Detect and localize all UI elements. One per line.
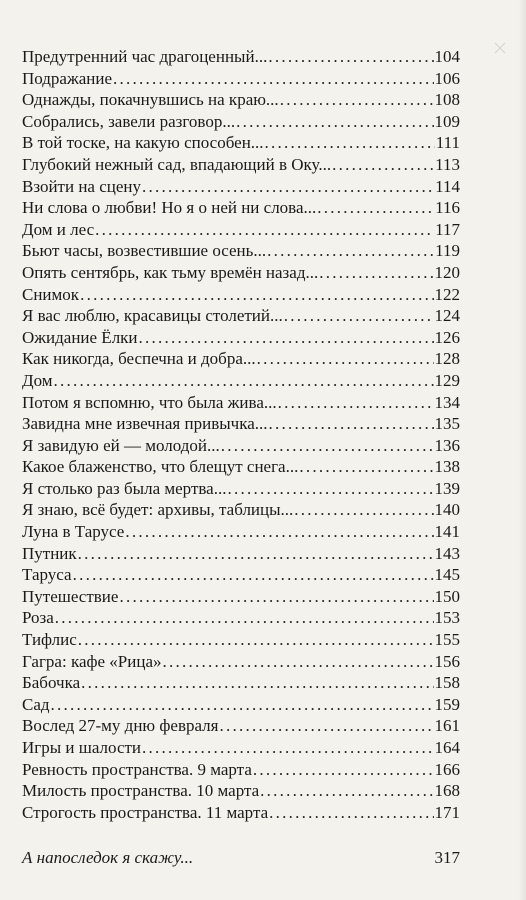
toc-entry-title: Глубокий нежный сад, впадающий в Оку... [22,154,332,174]
toc-entry-page: 161 [434,716,460,736]
toc-dot-leader [95,219,434,241]
toc-entry-page: 111 [435,133,460,153]
toc-entry-page: 116 [435,198,460,218]
toc-entry-page: 128 [434,349,460,369]
toc-entry-title: Ожидание Ёлки [22,327,138,347]
binding-mark-icon [492,40,508,56]
toc-entry-title: Ни слова о любви! Но я о ней ни слова... [22,198,317,218]
toc-entry [22,176,460,198]
toc-dot-leader [78,629,434,651]
toc-entry [22,154,460,176]
toc-dot-leader [332,154,434,176]
toc-entry-title: Дом и лес [22,219,95,239]
toc-entry-page: 117 [435,219,460,239]
toc-dot-leader [54,370,434,392]
toc-dot-leader [257,348,434,370]
toc-dot-leader [269,802,433,824]
toc-dot-leader [269,413,434,435]
toc-entry-page: 155 [434,630,460,650]
page-edge-shadow [518,0,526,900]
toc-entry-page: 104 [434,47,460,66]
toc-entry-page: 135 [434,414,460,434]
toc-entry [22,348,460,370]
toc-entry [22,478,460,500]
toc-dot-leader [221,435,434,457]
toc-entry-page: 140 [434,500,460,520]
table-of-contents [22,46,460,823]
toc-dot-leader [119,586,433,608]
toc-entry-page: 145 [434,565,460,585]
toc-dot-leader [284,305,434,327]
toc-dot-leader [319,262,433,284]
toc-dot-leader [142,737,433,759]
toc-entry [22,89,460,111]
toc-entry [22,413,460,435]
toc-entry-page: 153 [434,608,460,628]
page-footer [22,848,460,868]
toc-entry-title: Завидна мне извечная привычка... [22,414,268,434]
toc-dot-leader [139,327,434,349]
toc-entry [22,715,460,737]
toc-entry-page: 158 [434,673,460,693]
toc-entry-title: Путник [22,543,77,563]
toc-entry-page: 114 [435,176,460,196]
toc-entry-page: 120 [434,262,460,282]
page-number: 317 [434,848,460,867]
toc-entry [22,305,460,327]
toc-entry [22,543,460,565]
toc-entry [22,607,460,629]
toc-entry-title: Я знаю, всё будет: архивы, таблицы... [22,500,294,520]
toc-entry [22,629,460,651]
toc-entry [22,694,460,716]
toc-dot-leader [55,607,434,629]
toc-entry [22,46,460,68]
toc-entry-title: Ревность пространства. 9 марта [22,759,252,779]
toc-entry-title: Вослед 27-му дню февраля [22,716,219,736]
toc-entry-title: Взойти на сцену [22,176,142,196]
toc-entry-title: Как никогда, беспечна и добра... [22,349,256,369]
toc-dot-leader [280,89,434,111]
toc-entry-page: 108 [434,90,460,110]
toc-dot-leader [163,651,434,673]
toc-entry [22,240,460,262]
toc-entry-title: Сад [22,694,50,714]
toc-entry-page: 164 [434,738,460,757]
toc-entry-page: 136 [434,435,460,455]
toc-entry-title: Роза [22,608,54,628]
toc-entry-page: 122 [434,284,460,304]
toc-entry [22,499,460,521]
toc-dot-leader [227,478,433,500]
toc-entry [22,68,460,90]
toc-entry-title: Предутренний час драгоценный... [22,47,268,66]
toc-entry-page: 106 [434,68,460,88]
toc-entry [22,370,460,392]
toc-entry-title: Какое блаженство, что блещут снега... [22,457,299,477]
toc-dot-leader [236,111,433,133]
toc-dot-leader [125,521,433,543]
toc-entry [22,651,460,673]
toc-dot-leader [78,543,434,565]
toc-entry [22,111,460,133]
toc-entry-title: Бабочка [22,673,81,693]
toc-entry [22,435,460,457]
toc-entry-title: Подражание [22,68,113,88]
toc-entry [22,737,460,759]
toc-entry [22,284,460,306]
toc-entry-page: 156 [434,651,460,671]
toc-dot-leader [317,197,434,219]
toc-entry-title: Бьют часы, возвестившие осень... [22,241,267,261]
toc-entry [22,521,460,543]
toc-entry [22,456,460,478]
toc-entry-title: Я столько раз была мертва... [22,478,227,498]
toc-entry-page: 134 [434,392,460,412]
toc-entry-title: Опять сентябрь, как тьму времён назад... [22,262,319,282]
toc-dot-leader [294,499,433,521]
toc-entry-page: 113 [435,154,460,174]
toc-entry-page: 141 [434,522,460,542]
toc-entry-page: 126 [434,327,460,347]
toc-entry [22,564,460,586]
toc-entry-page: 150 [434,586,460,606]
toc-entry-title: В той тоске, на какую способен... [22,133,264,153]
toc-entry-title: Милость пространства. 10 марта [22,781,260,801]
toc-entry-page: 124 [434,306,460,326]
toc-entry-title: Гагра: кафе «Рица» [22,651,162,671]
toc-entry-page: 109 [434,111,460,131]
toc-entry [22,392,460,414]
toc-entry-title: Снимок [22,284,80,304]
toc-dot-leader [113,68,433,90]
toc-entry [22,197,460,219]
toc-dot-leader [260,780,433,802]
toc-dot-leader [299,456,433,478]
toc-dot-leader [51,694,434,716]
toc-entry-title: Игры и шалости [22,738,142,757]
toc-dot-leader [265,132,435,154]
toc-entry-page: 166 [434,759,460,779]
toc-dot-leader [81,672,433,694]
toc-entry-page: 129 [434,370,460,390]
toc-dot-leader [73,564,434,586]
toc-dot-leader [253,759,434,781]
toc-dot-leader [268,46,433,68]
toc-entry-title: Однажды, покачнувшись на краю... [22,90,279,110]
toc-entry-title: Собрались, завели разговор... [22,111,236,131]
toc-entry-page: 143 [434,543,460,563]
toc-entry-title: Я завидую ей — молодой... [22,435,220,455]
toc-entry [22,759,460,781]
toc-entry-title: Дом [22,370,53,390]
toc-entry-page: 119 [435,241,460,261]
toc-entry-title: Таруса [22,565,72,585]
toc-entry [22,219,460,241]
toc-entry [22,780,460,802]
toc-entry [22,586,460,608]
toc-entry-title: Путешествие [22,586,119,606]
toc-entry-page: 138 [434,457,460,477]
running-head: А напоследок я скажу... [22,848,194,867]
toc-entry [22,327,460,349]
toc-entry [22,262,460,284]
toc-entry-page: 139 [434,478,460,498]
toc-entry [22,132,460,154]
toc-entry-title: Строгость пространства. 11 марта [22,802,269,822]
toc-entry [22,802,460,824]
toc-entry-page: 168 [434,781,460,801]
toc-dot-leader [278,392,434,414]
toc-entry [22,672,460,694]
toc-entry-page: 171 [434,802,460,822]
toc-entry-title: Я вас люблю, красавицы столетий... [22,306,283,326]
toc-entry-title: Луна в Тарусе [22,522,125,542]
toc-entry-title: Тифлис [22,630,77,650]
toc-dot-leader [142,176,434,198]
toc-dot-leader [80,284,433,306]
toc-entry-title: Потом я вспомню, что была жива... [22,392,277,412]
toc-dot-leader [219,715,433,737]
toc-dot-leader [267,240,434,262]
toc-entry-page: 159 [434,694,460,714]
